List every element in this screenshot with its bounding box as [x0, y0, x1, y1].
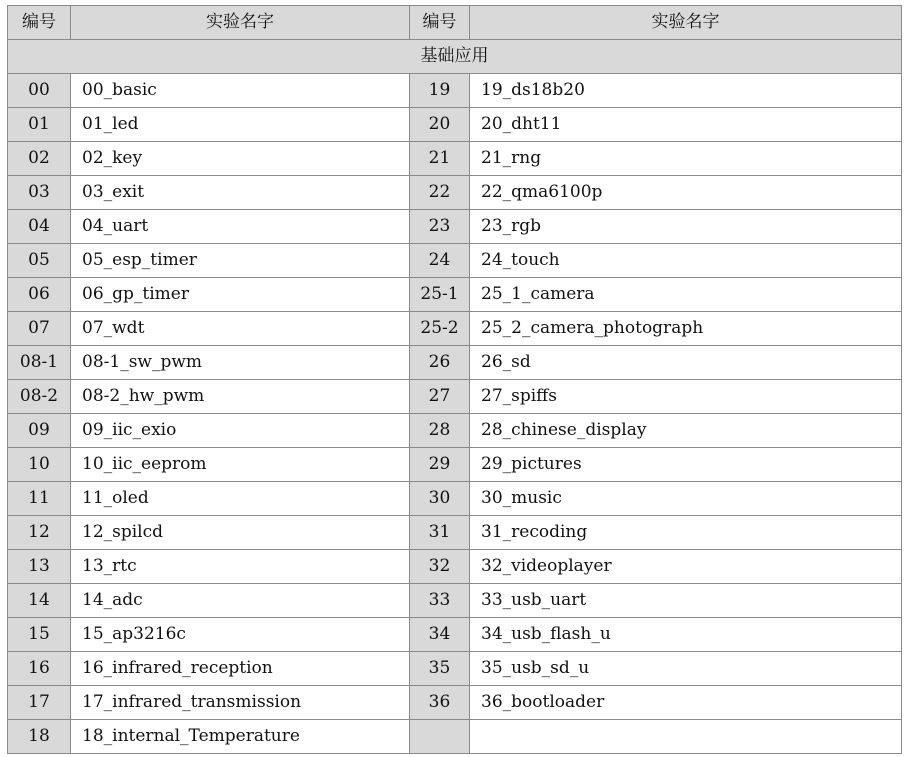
right-exp-number: 35: [410, 652, 470, 686]
right-exp-number: 28: [410, 414, 470, 448]
right-exp-number: 29: [410, 448, 470, 482]
right-exp-name: 19_ds18b20: [470, 74, 902, 108]
table-row: [8, 210, 902, 244]
table-row: [8, 516, 902, 550]
right-exp-name: 33_usb_uart: [470, 584, 902, 618]
left-exp-name: 06_gp_timer: [71, 278, 410, 312]
right-exp-number: 27: [410, 380, 470, 414]
right-exp-name: 28_chinese_display: [470, 414, 902, 448]
left-exp-name: 14_adc: [71, 584, 410, 618]
right-exp-name: 20_dht11: [470, 108, 902, 142]
left-exp-name: 18_internal_Temperature: [71, 720, 410, 754]
left-exp-number: 02: [8, 142, 71, 176]
table-row: [8, 312, 902, 346]
right-exp-name: 36_bootloader: [470, 686, 902, 720]
left-exp-number: 13: [8, 550, 71, 584]
left-exp-name: 02_key: [71, 142, 410, 176]
right-exp-name: 22_qma6100p: [470, 176, 902, 210]
left-exp-name: 16_infrared_reception: [71, 652, 410, 686]
table-row: [8, 108, 902, 142]
left-exp-name: 11_oled: [71, 482, 410, 516]
right-exp-name: 24_touch: [470, 244, 902, 278]
right-exp-number: 31: [410, 516, 470, 550]
table-row: [8, 176, 902, 210]
left-exp-number: 10: [8, 448, 71, 482]
right-exp-name: 26_sd: [470, 346, 902, 380]
right-exp-name: 27_spiffs: [470, 380, 902, 414]
right-exp-name: 23_rgb: [470, 210, 902, 244]
left-exp-number: 15: [8, 618, 71, 652]
right-exp-name: 34_usb_flash_u: [470, 618, 902, 652]
left-exp-number: 17: [8, 686, 71, 720]
section-title: 基础应用: [8, 40, 902, 74]
header-row: [8, 6, 902, 40]
left-exp-number: 06: [8, 278, 71, 312]
left-exp-number: 18: [8, 720, 71, 754]
table-row: [8, 482, 902, 516]
right-exp-number: 34: [410, 618, 470, 652]
table-row: [8, 414, 902, 448]
table-row: [8, 74, 902, 108]
left-exp-name: 17_infrared_transmission: [71, 686, 410, 720]
right-exp-number: 24: [410, 244, 470, 278]
right-exp-number: [410, 720, 470, 754]
left-exp-name: 08-1_sw_pwm: [71, 346, 410, 380]
left-exp-number: 11: [8, 482, 71, 516]
right-exp-number: 22: [410, 176, 470, 210]
table-row: [8, 380, 902, 414]
left-exp-number: 00: [8, 74, 71, 108]
table-row: [8, 448, 902, 482]
right-exp-name: 35_usb_sd_u: [470, 652, 902, 686]
table-row: [8, 142, 902, 176]
left-exp-name: 03_exit: [71, 176, 410, 210]
left-exp-number: 08-2: [8, 380, 71, 414]
right-exp-name: 32_videoplayer: [470, 550, 902, 584]
left-exp-name: 00_basic: [71, 74, 410, 108]
right-exp-number: 30: [410, 482, 470, 516]
right-exp-name: [470, 720, 902, 754]
table-row: [8, 584, 902, 618]
right-exp-number: 23: [410, 210, 470, 244]
left-exp-number: 16: [8, 652, 71, 686]
right-exp-number: 36: [410, 686, 470, 720]
right-exp-number: 33: [410, 584, 470, 618]
left-exp-name: 13_rtc: [71, 550, 410, 584]
left-exp-name: 10_iic_eeprom: [71, 448, 410, 482]
table-row: [8, 618, 902, 652]
right-exp-number: 25-2: [410, 312, 470, 346]
left-exp-number: 03: [8, 176, 71, 210]
right-exp-name: 25_1_camera: [470, 278, 902, 312]
right-exp-name: 21_rng: [470, 142, 902, 176]
table-row: [8, 686, 902, 720]
header-name-right: 实验名字: [470, 6, 902, 40]
table-row: [8, 278, 902, 312]
table-row: [8, 550, 902, 584]
right-exp-name: 31_recoding: [470, 516, 902, 550]
right-exp-number: 26: [410, 346, 470, 380]
right-exp-name: 25_2_camera_photograph: [470, 312, 902, 346]
left-exp-number: 09: [8, 414, 71, 448]
right-exp-number: 19: [410, 74, 470, 108]
right-exp-number: 21: [410, 142, 470, 176]
section-row: [8, 40, 902, 74]
table-row: [8, 720, 902, 754]
left-exp-number: 14: [8, 584, 71, 618]
left-exp-number: 08-1: [8, 346, 71, 380]
left-exp-name: 15_ap3216c: [71, 618, 410, 652]
left-exp-name: 12_spilcd: [71, 516, 410, 550]
right-exp-name: 29_pictures: [470, 448, 902, 482]
right-exp-number: 25-1: [410, 278, 470, 312]
left-exp-name: 08-2_hw_pwm: [71, 380, 410, 414]
table-row: [8, 244, 902, 278]
left-exp-number: 07: [8, 312, 71, 346]
right-exp-name: 30_music: [470, 482, 902, 516]
experiment-table: [7, 5, 902, 754]
right-exp-number: 32: [410, 550, 470, 584]
right-exp-number: 20: [410, 108, 470, 142]
table-row: [8, 652, 902, 686]
left-exp-name: 01_led: [71, 108, 410, 142]
left-exp-name: 04_uart: [71, 210, 410, 244]
left-exp-number: 05: [8, 244, 71, 278]
header-num-left: 编号: [8, 6, 71, 40]
header-name-left: 实验名字: [71, 6, 410, 40]
left-exp-number: 01: [8, 108, 71, 142]
header-num-right: 编号: [410, 6, 470, 40]
table-row: [8, 346, 902, 380]
left-exp-name: 09_iic_exio: [71, 414, 410, 448]
left-exp-name: 07_wdt: [71, 312, 410, 346]
left-exp-number: 04: [8, 210, 71, 244]
left-exp-number: 12: [8, 516, 71, 550]
left-exp-name: 05_esp_timer: [71, 244, 410, 278]
